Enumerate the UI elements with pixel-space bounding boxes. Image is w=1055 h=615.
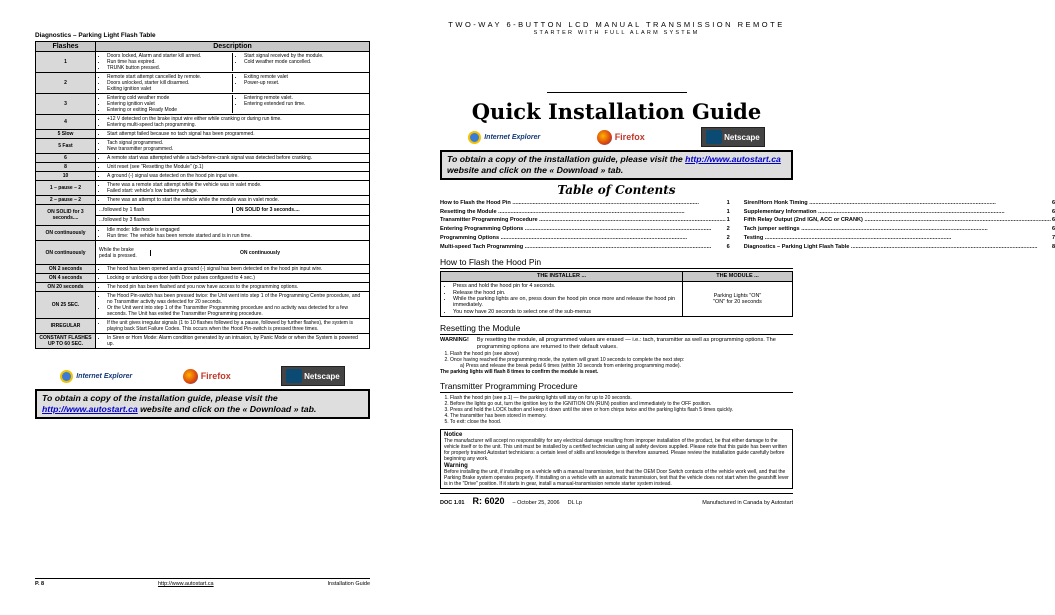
flash-cell: 1 [36, 52, 96, 73]
section-transmitter: Transmitter Programming Procedure [440, 381, 793, 393]
table-row [36, 163, 370, 172]
toc-entry[interactable]: Fifth Relay Output (2nd IGN, ACC or CRANK) ..... 6 [744, 216, 1055, 225]
notice-title: Notice [444, 432, 463, 439]
transmitter-steps [440, 395, 793, 425]
solid-1: ...followed by 1 flash [99, 206, 145, 213]
solid-1b: ON SOLID for 3 seconds.... [232, 207, 366, 213]
product-line-2: STARTER WITH FULL ALARM SYSTEM [533, 30, 700, 36]
flash-cell: CONSTANT FLASHES UP TO 60 SEC. [36, 334, 96, 349]
toc-entry[interactable]: Supplementary Information ..... 6 [744, 208, 1055, 217]
flash-cell: ON SOLID for 3 seconds.... [36, 205, 96, 226]
autostart-link[interactable]: http://www.autostart.ca [42, 404, 138, 414]
table-row [36, 115, 370, 130]
transmitter-step: 2. Before the lights go out, turn the ignition key to the IGNITION ON (RUN) position and immediately to the OFF position. [450, 401, 793, 407]
toc-entry[interactable]: Testing ..... 7 [744, 234, 1055, 243]
ie-icon [60, 370, 73, 383]
description-item: • Entering multi-speed tach programming. [107, 122, 366, 128]
manufacturer: Manufactured in Canada by Autostart [702, 500, 793, 507]
internet-explorer-logo: Internet Explorer [468, 131, 540, 144]
toc-entry[interactable]: Entering Programming Options ..... 2 [440, 225, 730, 234]
table-row [36, 292, 370, 319]
description-item: • Run time has expired. [107, 59, 229, 65]
cont-run: • Run time: The vehicle has been remote started and is in run time. [107, 233, 366, 239]
installer-step: • Press and hold the hood pin for 4 seconds. [453, 283, 679, 289]
description-item: • Entering ignition valet [107, 101, 229, 107]
toc-entry[interactable]: Programming Options ..... 2 [440, 234, 730, 243]
flash-cell: IRREGULAR [36, 319, 96, 334]
doc-version: DOC 1.01 [440, 500, 465, 507]
solid-3: ...followed by 3 flashes [96, 215, 370, 226]
autostart-link[interactable]: http://www.autostart.ca [685, 154, 781, 164]
browser-logos [440, 124, 793, 150]
page-title: Quick Installation Guide [471, 99, 762, 124]
transmitter-step: 3. Press and hold the LOCK button and keep it down until the siren or horn chirps twice and the parking lights flash 5 times quickly. [450, 407, 793, 413]
table-row [36, 154, 370, 163]
reset-substep: a) Press and release the break pedal 6 times (within 10 seconds from entering programming mode). [460, 363, 681, 370]
reset-step: 1. Flash the hood pin (see above) [450, 351, 793, 357]
description-item: • Exiting ignition valet [107, 86, 229, 92]
flash-cell: 2 [36, 73, 96, 94]
module-header: THE MODULE ... [683, 272, 793, 282]
download-notice: To obtain a copy of the installation guide, please visit the http://www.autostart.ca website and click on the « Download » tab. [35, 389, 370, 419]
toc-entry[interactable]: Siren/Horn Honk Timing ..... 6 [744, 199, 1055, 208]
firefox-icon [597, 130, 612, 145]
table-row [36, 130, 370, 139]
brake-left: While the brake pedal is pressed. [99, 246, 137, 259]
module-duration: "ON" for 20 seconds [713, 299, 762, 306]
table-row [36, 205, 370, 216]
module-lights-on: Parking Lights "ON" [713, 292, 762, 299]
description-item: • Unit reset (see "Resetting the Module" (p.1) [107, 164, 366, 170]
description-item: • In Siren or Horn Mode: Alarm condition generated by an intrusion, by Panic Mode or when the System is powered up. [107, 335, 366, 347]
footer-url[interactable]: http://www.autostart.ca [157, 581, 214, 587]
footer-doc: Installation Guide [327, 581, 370, 587]
brake-right: ON continuously [150, 250, 366, 256]
description-item: • Power-up reset. [244, 80, 366, 86]
description-item: • Doors unlocked, starter kill disarmed. [107, 80, 229, 86]
table-row [36, 139, 370, 154]
doc-footer [440, 493, 793, 506]
description-item: • The hood has been opened and a ground (-) signal has been detected on the hood pin input wire. [107, 266, 366, 272]
table-row [36, 94, 370, 115]
firefox-logo: Firefox [597, 130, 645, 145]
netscape-logo: Netscape [281, 366, 345, 386]
product-line: TWO-WAY 6-BUTTON LCD MANUAL TRANSMISSION REMOTE [448, 20, 785, 29]
flash-cell: 5 Slow [36, 130, 96, 139]
browser-logos [35, 363, 370, 389]
netscape-icon [706, 130, 722, 144]
description-item: • New transmitter programmed. [107, 146, 366, 152]
table-row [36, 196, 370, 205]
warning-text: Before installing the unit, if installing on a vehicle with a manual transmission, test that the OEM Door Switch contacts of the vehicle work well, and that the Parking Brake system operates properly. If installing on a vehicle with an automatic transmission, test that the vehicle does not start when the gearshift lever is in the "Drive" position. If it starts in gear, install a manual-transmission remote starter system instead. [444, 469, 789, 488]
toc-entry[interactable]: Tach jumper settings ..... 6 [744, 225, 1055, 234]
flash-cell: ON 2 seconds [36, 265, 96, 274]
installer-step: • You now have 20 seconds to select one of the sub-menus [453, 309, 679, 315]
description-item: • Tach signal programmed. [107, 140, 366, 146]
table-row [36, 52, 370, 73]
description-header: Description [96, 42, 370, 52]
flash-cell: 10 [36, 172, 96, 181]
section-hood-pin: How to Flash the Hood Pin [440, 257, 793, 269]
flash-cell: 6 [36, 154, 96, 163]
transmitter-step: 5. To exit: close the hood. [450, 419, 793, 425]
description-item: • Entering remote valet. [244, 95, 366, 101]
flashes-header: Flashes [36, 42, 96, 52]
title-rule [547, 92, 687, 93]
warning-title: Warning [444, 463, 468, 470]
flash-cell: ON 25 SEC. [36, 292, 96, 319]
installer-step: • While the parking lights are on, press down the hood pin once more and release the hood pin immediately. [453, 296, 679, 309]
flash-cell: 1 – pause – 2 [36, 181, 96, 196]
table-row [36, 274, 370, 283]
revision: R: 6020 [472, 496, 505, 507]
table-row [36, 283, 370, 292]
toc-entry[interactable]: Multi-speed Tach Programming ..... 6 [440, 243, 730, 252]
description-item: • Entering cold weather mode [107, 95, 229, 101]
flash-cell: 4 [36, 115, 96, 130]
reset-step: 2. Once having reached the programming mode, the system will grant 10 seconds to complete the next step: [450, 357, 793, 363]
description-item: • A remote start was attempted while a tach-before-crank signal was detected before cranking. [107, 155, 366, 161]
installer-step: • Release the hood pin. [453, 290, 679, 296]
description-item: • Failed start: vehicle's low battery voltage. [107, 188, 366, 194]
table-of-contents [440, 199, 1055, 251]
description-item: • Doors locked, Alarm and starter kill armed. [107, 53, 229, 59]
description-item: • Start attempt failed because no tach signal has been programmed. [107, 131, 366, 137]
reset-steps [440, 351, 793, 363]
table-row [36, 241, 370, 265]
page-number: P. 8 [35, 581, 45, 587]
reset-warning: WARNING! By resetting the module, all programmed values are erased — i.e.: tach, transmitter as well as programming options. The programming options are returned to their default values. [440, 337, 776, 350]
internet-explorer-logo: Internet Explorer [60, 370, 132, 383]
hood-pin-table [440, 271, 793, 317]
flash-cell: 8 [36, 163, 96, 172]
transmitter-step: 1. Flash the hood pin (see p.1) — the parking lights will stay on for up to 20 seconds. [450, 395, 793, 401]
notice-box [440, 429, 793, 489]
description-item: • Entering or exiting Ready Mode [107, 107, 229, 113]
doc-date: – October 25, 2006 [512, 500, 560, 507]
table-row [36, 172, 370, 181]
description-item: • The hood pin has been flashed and you now have access to the programming options. [107, 284, 366, 290]
toc-entry[interactable]: Transmitter Programming Procedure ..... 1 [440, 216, 730, 225]
table-row [36, 181, 370, 196]
table-row [36, 334, 370, 349]
description-item: • Start signal received by the module. [244, 53, 366, 59]
toc-entry[interactable]: Resetting the Module ..... 1 [440, 208, 730, 217]
toc-entry[interactable]: Diagnostics – Parking Light Flash Table ..... 8 [744, 243, 1055, 252]
diagnostics-heading: Diagnostics – Parking Light Flash Table [35, 32, 156, 39]
description-item: • If the unit gives irregular signals (1 to 10 flashes followed by a pause, followed by further flashes), the system is playing back Start Failure Codes. This occurs when the Hood Pin-switch is pressed three times. [107, 320, 366, 332]
table-row [36, 226, 370, 241]
description-item: • Entering extended run time. [244, 101, 366, 107]
description-item: • There was a remote start attempt while the vehicle was in valet mode. [107, 182, 366, 188]
toc-title: Table of Contents [557, 183, 676, 197]
description-item: • The Hood Pin-switch has been pressed twice: the Unit went into step 1 of the Programming Centre procedure, and no Transmitter activity was detected for 20 seconds. [107, 293, 366, 305]
description-item: • TRUNK button pressed. [107, 65, 229, 71]
ie-icon [468, 131, 481, 144]
description-item: • There was an attempt to start the vehicle while the module was in valet mode. [107, 197, 366, 203]
reset-confirm: The parking lights will flash 8 times to confirm the module is reset. [440, 369, 599, 376]
flash-cell: ON 20 seconds [36, 283, 96, 292]
flash-table [35, 41, 370, 349]
flash-cell: 5 Fast [36, 139, 96, 154]
table-row [36, 265, 370, 274]
netscape-icon [286, 369, 302, 383]
table-row [36, 73, 370, 94]
description-item: • Cold weather mode cancelled. [244, 59, 366, 65]
toc-entry[interactable]: How to Flash the Hood Pin ..... 1 [440, 199, 730, 208]
download-notice: To obtain a copy of the installation guide, please visit the http://www.autostart.ca website and click on the « Download » tab. [440, 150, 793, 180]
firefox-logo: Firefox [183, 369, 231, 384]
flash-cell: ON continuously [36, 226, 96, 241]
flash-cell: ON 4 seconds [36, 274, 96, 283]
description-item: • Or the Unit went into step 1 of the Transmitter Programming procedure and no activity was detected for a few seconds. The Unit has exited the Transmitter Programming procedure. [107, 305, 366, 317]
description-item: • Exiting remote valet [244, 74, 366, 80]
flash-cell: 2 – pause – 2 [36, 196, 96, 205]
firefox-icon [183, 369, 198, 384]
right-page [404, 0, 1055, 615]
cont-idle: • Idle mode: Idle mode is engaged [107, 227, 366, 233]
description-item: • Remote start attempt cancelled by remote. [107, 74, 229, 80]
doc-dl: DL Lp [567, 500, 583, 507]
description-item: • Locking or unlocking a door (with Door pulses configured to 4 sec.) [107, 275, 366, 281]
flash-cell: 3 [36, 94, 96, 115]
description-item: • +12 V detected on the brake input wire either while cranking or during run time. [107, 116, 366, 122]
installer-header: THE INSTALLER ... [441, 272, 683, 282]
table-row [36, 319, 370, 334]
notice-text: The manufacturer will accept no responsibility for any electrical damage resulting from improper installation of the product, be that either damage to the vehicle itself or to the unit. This unit must be installed by a certified technician using all safety devices supplied. Please note that this guide has been written for properly trained Autostart technicians: a certain level of skills and knowledge is therefore assumed. Please review the installation guide carefully before beginning any work. [444, 438, 788, 463]
description-item: • A ground (-) signal was detected on the hood pin input wire. [107, 173, 366, 179]
left-page [0, 0, 404, 615]
flash-cell: ON continuously [36, 241, 96, 265]
netscape-logo: Netscape [701, 127, 765, 147]
transmitter-step: 4. The transmitter has been stored in memory. [450, 413, 793, 419]
section-reset: Resetting the Module [440, 323, 793, 335]
left-footer [35, 578, 370, 587]
